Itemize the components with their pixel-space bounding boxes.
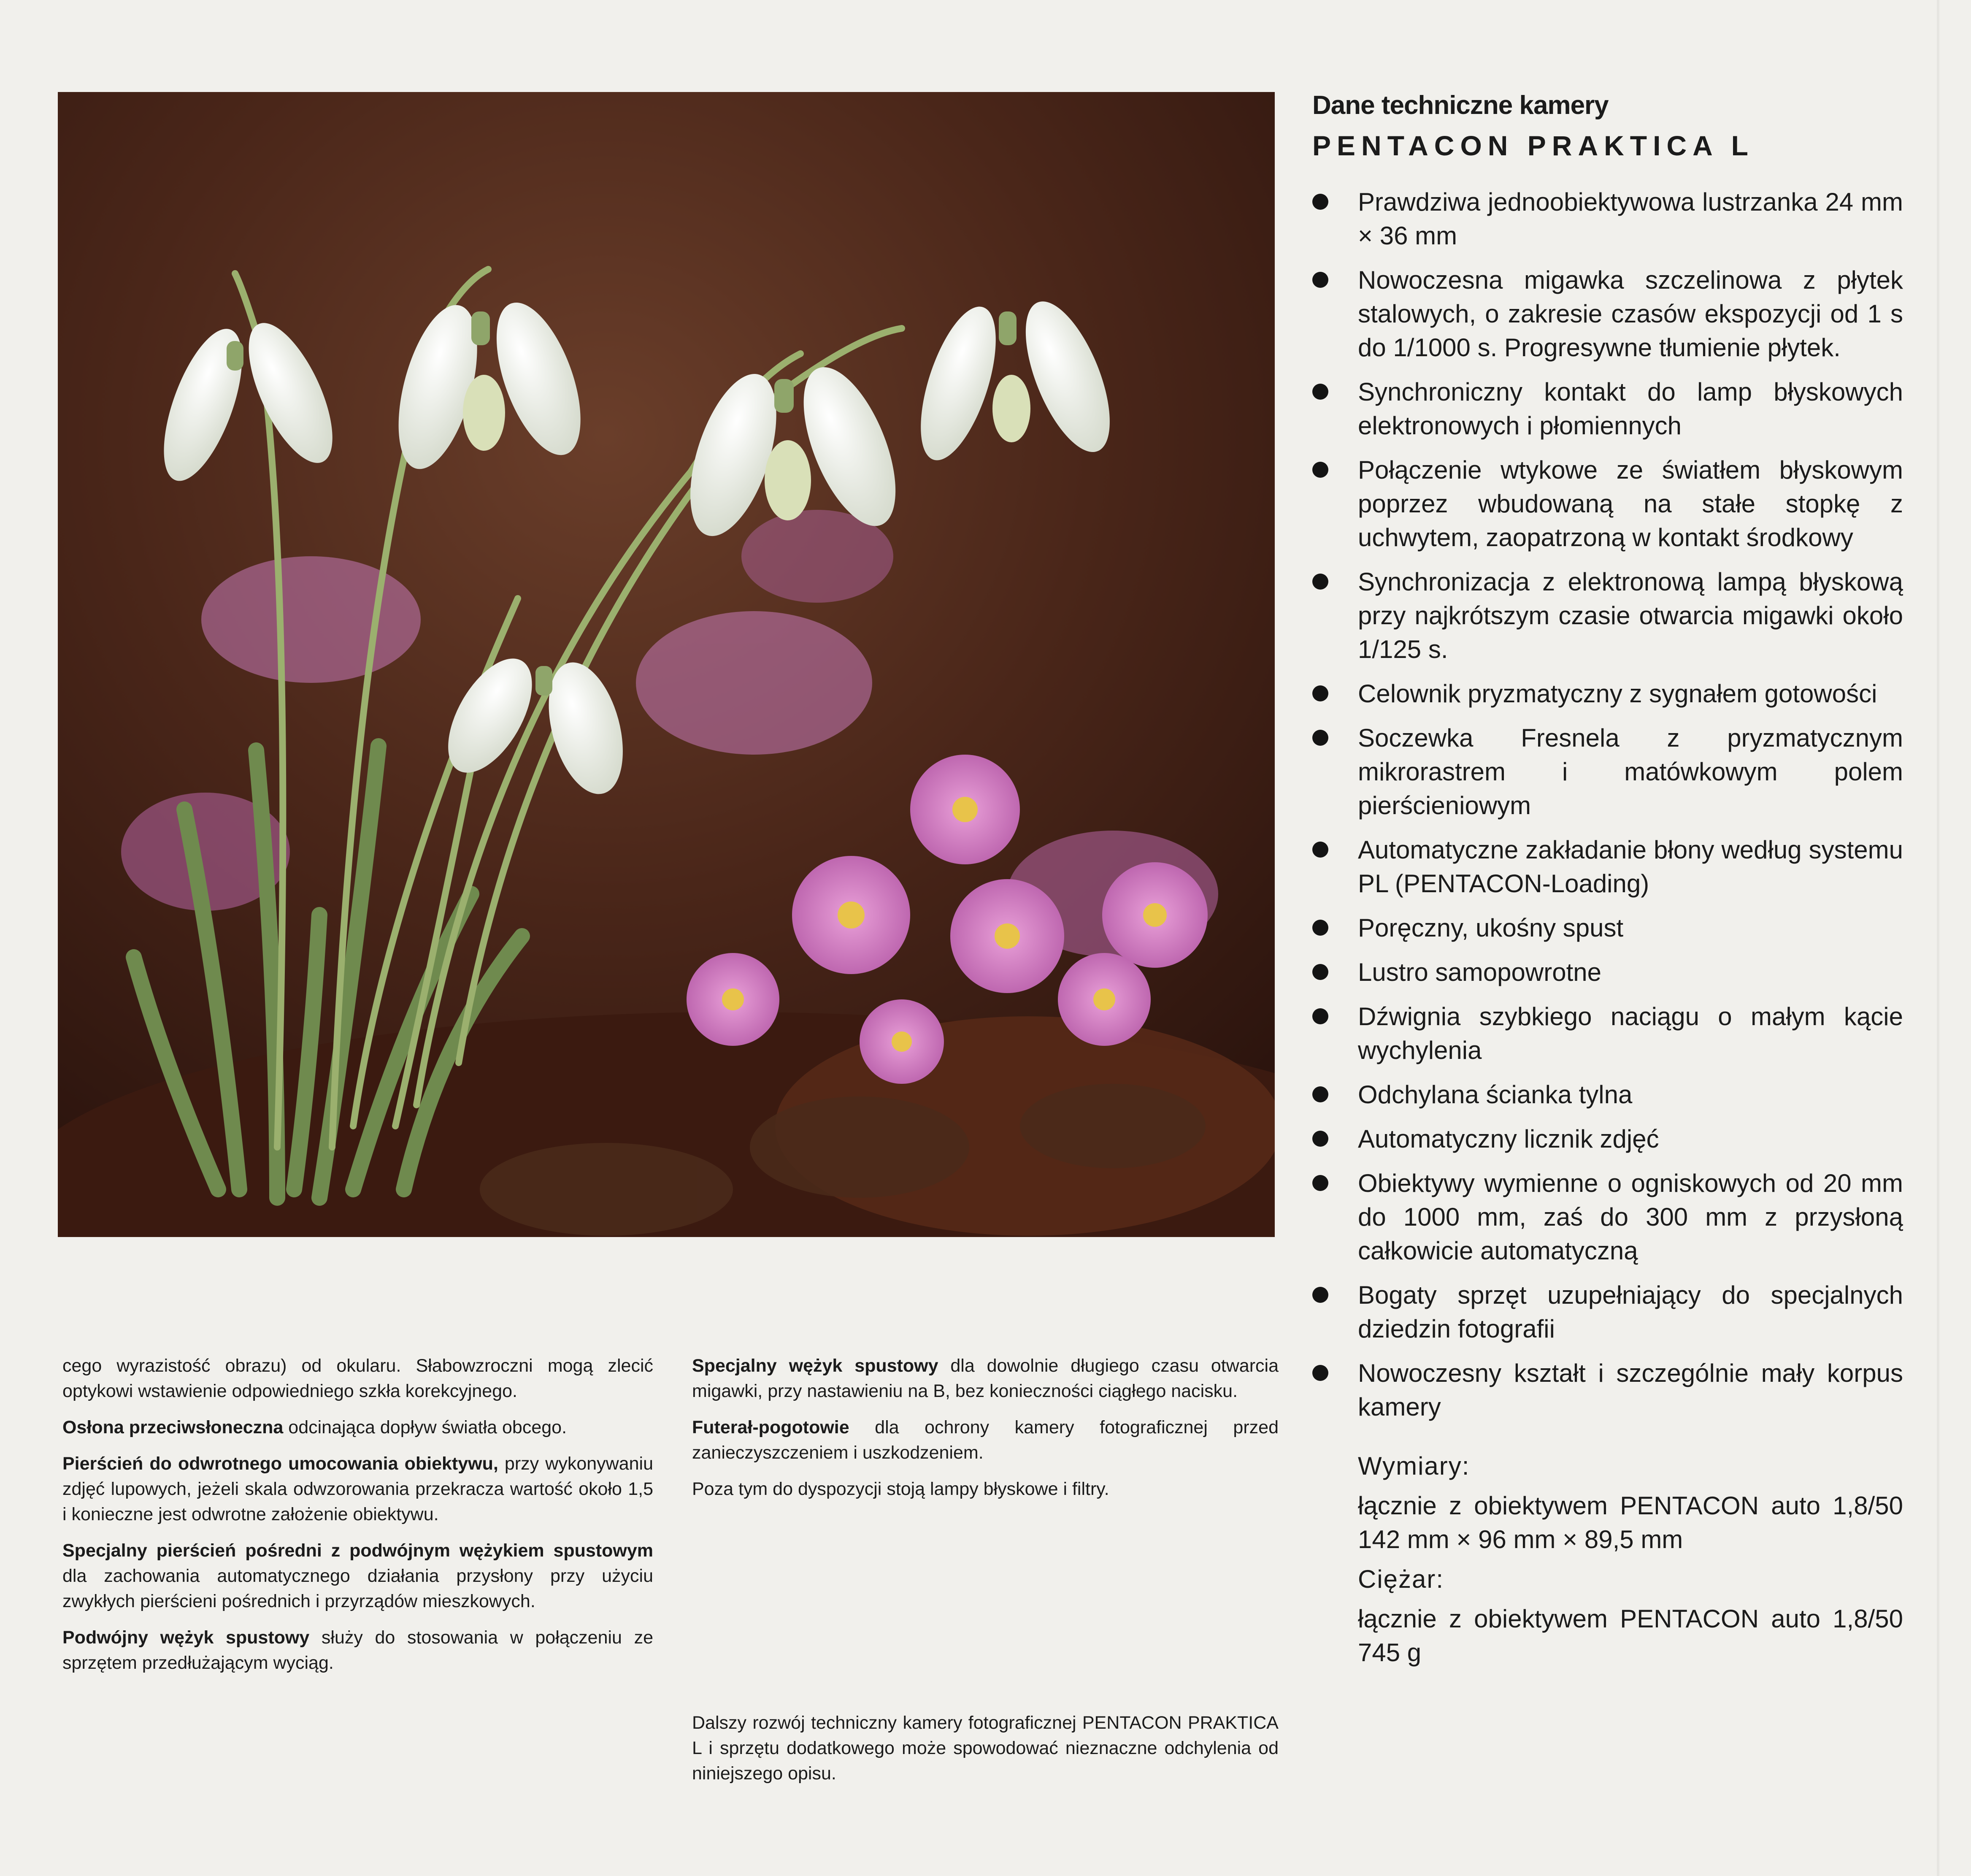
accessory-name: Specjalny wężyk spustowy — [692, 1356, 938, 1376]
spec-item — [1312, 375, 1903, 443]
spec-item — [1312, 911, 1903, 945]
accessories-column-left — [62, 1353, 653, 1687]
paragraph-text: odcinająca dopływ światła obcego. — [283, 1417, 567, 1437]
specs-list — [1312, 185, 1903, 1424]
bullet-icon — [1312, 194, 1328, 210]
bullet-icon — [1312, 964, 1328, 980]
spec-item — [1312, 1356, 1903, 1424]
bullet-icon — [1312, 1086, 1328, 1102]
paragraph-text: dla ochrony kamery fotograficznej przed zanieczyszczeniem i uszkodzeniem. — [692, 1417, 1279, 1463]
paragraph-text: służy do stosowania w połączeniu ze sprzętem przedłużającym wyciąg. — [62, 1627, 653, 1673]
spec-item-text: Nowoczesna migawka szczelinowa z płytek stalowych, o zakresie czasów ekspozycji od 1 s do 1/1000 s. Progresywne tłumienie płytek. — [1358, 266, 1903, 362]
bullet-icon — [1312, 1287, 1328, 1303]
spec-item-text: Dźwignia szybkiego naciągu o małym kącie wychylenia — [1358, 1002, 1903, 1064]
bullet-icon — [1312, 272, 1328, 288]
spec-item — [1312, 677, 1903, 711]
spec-item — [1312, 721, 1903, 823]
bullet-icon — [1312, 574, 1328, 590]
paragraph-text: dla zachowania automatycznego działania przysłony przy użyciu zwykłych pierścieni pośrednich i przyrządów mieszkowych. — [62, 1566, 653, 1611]
spec-item — [1312, 565, 1903, 666]
spec-item — [1312, 833, 1903, 901]
spec-item-text: Połączenie wtykowe ze światłem błyskowym poprzez wbudowaną na stałe stopkę z uchwytem, zaopatrzoną w kontakt środkowy — [1358, 456, 1903, 552]
paragraph — [62, 1451, 653, 1527]
spec-item-text: Bogaty sprzęt uzupełniający do specjalnych dziedzin fotografii — [1358, 1281, 1903, 1343]
spec-item-text: Soczewka Fresnela z pryzmatycznym mikrorastrem i matówkowym polem pierścieniowym — [1358, 724, 1903, 820]
page-fold — [1937, 0, 1939, 1876]
bullet-icon — [1312, 730, 1328, 746]
spec-item-text: Prawdziwa jednoobiektywowa lustrzanka 24 mm × 36 mm — [1358, 188, 1903, 250]
accessory-name: Osłona przeciwsłoneczna — [62, 1417, 284, 1437]
bullet-icon — [1312, 842, 1328, 858]
spec-item-text: Nowoczesny kształt i szczególnie mały korpus kamery — [1358, 1359, 1903, 1421]
spec-item-text: Celownik pryzmatyczny z sygnałem gotowości — [1358, 679, 1877, 708]
weight-value: łącznie z obiektywem PENTACON auto 1,8/50 745 g — [1358, 1605, 1903, 1667]
weight-label: Ciężar: — [1358, 1565, 1444, 1593]
paragraph — [692, 1476, 1279, 1502]
specs-title: Dane techniczne kamery — [1312, 91, 1609, 120]
bullet-icon — [1312, 1008, 1328, 1024]
development-note — [692, 1710, 1279, 1797]
spec-item — [1312, 453, 1903, 555]
spec-item-text: Lustro samopowrotne — [1358, 958, 1601, 986]
spec-item-text: Synchroniczny kontakt do lamp błyskowych elektronowych i płomiennych — [1358, 378, 1903, 440]
spec-item — [1312, 1167, 1903, 1268]
accessory-name: Podwójny wężyk spustowy — [62, 1627, 310, 1648]
bullet-icon — [1312, 1131, 1328, 1147]
flowers-illustration — [58, 92, 1275, 1237]
paragraph — [62, 1538, 653, 1614]
paragraph — [692, 1353, 1279, 1404]
spec-item-text: Poręczny, ukośny spust — [1358, 914, 1624, 942]
spec-item-text: Synchronizacja z elektronową lampą błyskową przy najkrótszym czasie otwarcia migawki około 1/125 s. — [1358, 568, 1903, 663]
spec-item-text: Obiektywy wymienne o ogniskowych od 20 mm do 1000 mm, zaś do 300 mm z przysłoną całkowicie automatyczną — [1358, 1169, 1903, 1265]
camera-model: PENTACON PRAKTICA L — [1312, 130, 1754, 161]
note-text: Dalszy rozwój techniczny kamery fotograficznej PENTACON PRAKTICA L i sprzętu dodatkowego może spowodować nieznaczne odchylenia od niniejszego opisu. — [692, 1713, 1279, 1784]
dimensions-value: łącznie z obiektywem PENTACON auto 1,8/50 142 mm × 96 mm × 89,5 mm — [1358, 1492, 1903, 1554]
spec-item — [1312, 263, 1903, 365]
spec-item-text: Automatyczny licznik zdjęć — [1358, 1125, 1659, 1153]
bullet-icon — [1312, 685, 1328, 701]
paragraph — [692, 1415, 1279, 1465]
accessory-name: Futerał-pogotowie — [692, 1417, 849, 1437]
paragraph — [62, 1353, 653, 1404]
accessory-name: Pierścień do odwrotnego umocowania obiektywu, — [62, 1454, 498, 1474]
paragraph-text: Poza tym do dyspozycji stoją lampy błyskowe i filtry. — [692, 1479, 1109, 1499]
bullet-icon — [1312, 462, 1328, 478]
spec-item-text: Automatyczne zakładanie błony według systemu PL (PENTACON-Loading) — [1358, 836, 1903, 898]
paragraph-text: przy wykonywaniu zdjęć lupowych, jeżeli skala odwzorowania przekracza wartość około 1,5 i konieczne jest odwrotne założenie obiektywu. — [62, 1454, 653, 1524]
spec-item — [1312, 1000, 1903, 1067]
spec-item — [1312, 1078, 1903, 1112]
flowers-photo — [58, 92, 1275, 1237]
technical-specs — [1312, 87, 1903, 1676]
paragraph-text: dla dowolnie długiego czasu otwarcia migawki, przy nastawieniu na B, bez konieczności ciągłego nacisku. — [692, 1356, 1279, 1401]
spec-item — [1312, 956, 1903, 989]
bullet-icon — [1312, 384, 1328, 400]
spec-item — [1312, 1278, 1903, 1346]
accessory-name: Specjalny pierścień pośredni z podwójnym wężykiem spustowym — [62, 1540, 653, 1561]
paragraph — [62, 1415, 653, 1440]
dimensions-label: Wymiary: — [1358, 1452, 1470, 1480]
paragraph-text: cego wyrazistość obrazu) od okularu. Słabowzroczni mogą zlecić optykowi wstawienie odpowiedniego szkła korekcyjnego. — [62, 1356, 653, 1401]
bullet-icon — [1312, 1175, 1328, 1191]
bullet-icon — [1312, 920, 1328, 936]
accessories-column-middle — [692, 1353, 1279, 1513]
dimensions-block — [1312, 1449, 1903, 1670]
paragraph — [62, 1625, 653, 1676]
spec-item — [1312, 185, 1903, 253]
bullet-icon — [1312, 1365, 1328, 1381]
spec-item — [1312, 1122, 1903, 1156]
spec-item-text: Odchylana ścianka tylna — [1358, 1080, 1633, 1109]
